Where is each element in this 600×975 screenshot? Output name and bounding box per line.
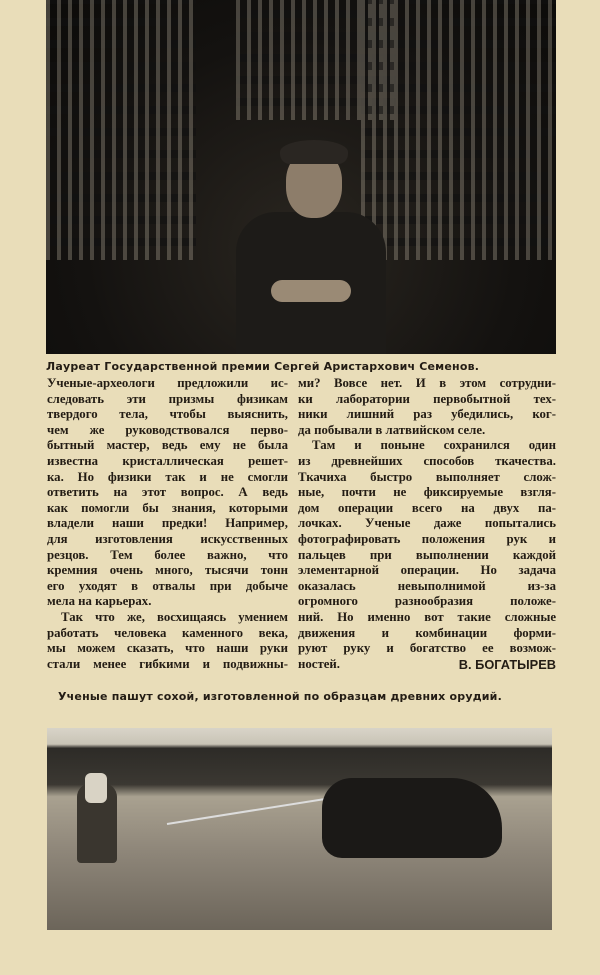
text-line: оказалась невыполнимой из-за: [298, 578, 556, 593]
text-line: резцов. Тем более важно, что: [47, 547, 288, 562]
text-line: ответить на этот вопрос. А ведь: [47, 485, 288, 500]
text-line: пальцев при выполнении каждой: [298, 547, 556, 562]
text-line: следовать эти призмы физикам: [47, 391, 288, 406]
text-line: ний. Но именно вот такие сложные: [298, 609, 556, 624]
text-line: руют руку и богатство ее возмож-: [298, 641, 556, 656]
text-line: ники лишний раз убедились, ког-: [298, 407, 556, 422]
plowing-photo: [47, 728, 552, 930]
horse-figure: [322, 778, 502, 858]
text-line: мы можем сказать, что наши руки: [47, 641, 288, 656]
photo2-caption: Ученые пашут сохой, изготовленной по образцам древних орудий.: [58, 690, 502, 703]
last-line: [298, 657, 556, 673]
text-line: ностей.: [298, 656, 340, 671]
text-line: элементарной операции. Но задача: [298, 563, 556, 578]
scientist-figure: [236, 140, 386, 354]
text-line: Там и поныне сохранился один: [312, 438, 556, 453]
text-line: кремния очень много, тысячи тонн: [47, 563, 288, 578]
text-line: работать человека каменного века,: [47, 625, 288, 640]
portrait-photo: [46, 0, 556, 354]
text-line: твердого тела, чтобы выяснить,: [47, 407, 288, 422]
article-column-right: [298, 376, 556, 672]
text-line: мела на карьерах.: [47, 594, 152, 609]
text-line: бытный мастер, ведь ему не была: [47, 438, 288, 453]
photo1-caption: Лауреат Государственной премии Сергей Аристархович Семенов.: [46, 360, 480, 373]
text-line: дом операции всего на двух па-: [298, 500, 556, 515]
text-line: ки лаборатории первобытной тех-: [298, 391, 556, 406]
text-line: его уходят в отвалы при добыче: [47, 578, 288, 593]
text-line: чем же руководствовался перво-: [47, 422, 288, 437]
text-line: известна кристаллическая решет-: [47, 453, 288, 468]
text-line: Ученые-археологи предложили ис-: [47, 376, 288, 390]
text-line: Ткачиха быстро выполняет слож-: [298, 469, 556, 484]
text-line: для изготовления искусственных: [47, 531, 288, 546]
text-line: огромного разнообразия положе-: [298, 594, 556, 609]
plowman-figure: [77, 783, 117, 863]
text-line: ка. Но физики так и не смогли: [47, 469, 288, 484]
text-line: владели наши предки! Например,: [47, 516, 288, 531]
text-line: стали менее гибкими и подвижны-: [47, 656, 288, 671]
article-column-left: [47, 376, 288, 672]
text-line: из древнейших способов ткачества.: [298, 453, 556, 468]
text-line: ми? Вовсе нет. И в этом сотрудни-: [298, 376, 556, 390]
text-line: ные, почти не фиксируемые взгля-: [298, 485, 556, 500]
text-line: фотографировать положения рук и: [298, 531, 556, 546]
text-line: как помогли бы знания, которыми: [47, 500, 288, 515]
text-line: Так что же, восхищаясь умением: [61, 609, 288, 624]
author-signature: В. БОГАТЫРЕВ: [458, 656, 556, 672]
text-line: движения и комбинации форми-: [298, 625, 556, 640]
text-line: да побывали в латвийском селе.: [298, 422, 486, 437]
text-line: лочках. Ученые даже попытались: [298, 516, 556, 531]
